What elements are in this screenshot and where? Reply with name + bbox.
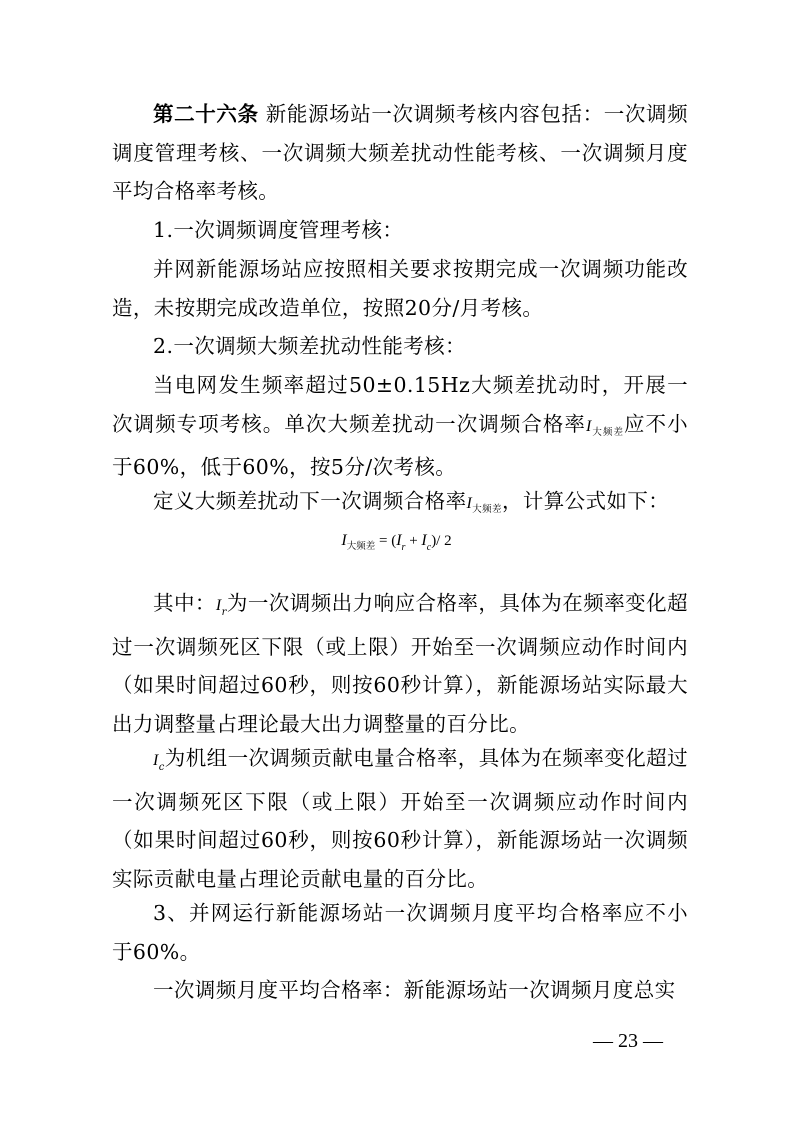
ic-paragraph — [112, 739, 688, 899]
ir-before: 其中： — [153, 591, 216, 615]
item2-title: 2.一次调频大频差扰动性能考核： — [153, 334, 466, 358]
definition-after: ，计算公式如下： — [501, 489, 670, 513]
i-symbol: I — [421, 532, 427, 549]
i-symbol: I — [215, 597, 222, 614]
big-freq-subscript: 大频差 — [591, 426, 624, 438]
item2-body-before: 当电网发生频率超过50±0.15Hz大频差扰动时，开展一次调频专项考核。单次大频差扰动一次调频合格率 — [112, 373, 688, 436]
definition-paragraph — [112, 482, 688, 526]
ir-paragraph — [112, 584, 688, 744]
article-heading: 第二十六条 — [153, 102, 259, 126]
ic-after: 为机组一次调频贡献电量合格率，具体为在频率变化超过一次调频死区下限（或上限）开始至一次调频应动作时间内（如果时间超过60秒，则按60秒计算），新能源场站一次调频实际贡献电量占理论贡献电量的百分比。 — [112, 746, 688, 892]
item3-paragraph: 3、并网运行新能源场站一次调频月度平均合格率应不小于60%。 — [112, 901, 688, 964]
article-text: 新能源场站一次调频考核内容包括：一次调频调度管理考核、一次调频大频差扰动性能考核、一次调频月度平均合格率考核。 — [112, 102, 689, 204]
item1-body: 并网新能源场站应按照相关要求按期完成一次调频功能改造，未按期完成改造单位，按照20分/月考核。 — [112, 257, 688, 320]
formula-plus: + — [405, 533, 422, 549]
i-symbol: I — [585, 417, 592, 435]
item2-body-after: 应不小于60%，低于60%，按5分/次考核。 — [112, 411, 688, 480]
c-subscript: c — [158, 762, 165, 773]
i-symbol: I — [396, 532, 402, 549]
item1-title: 1.一次调频调度管理考核： — [153, 218, 404, 242]
page-number: — 23 — — [593, 1030, 663, 1052]
item2-body — [112, 366, 688, 487]
definition-before: 定义大频差扰动下一次调频合格率 — [153, 489, 467, 513]
i-symbol: I — [341, 532, 347, 549]
big-freq-subscript: 大频差 — [472, 504, 502, 515]
big-freq-subscript: 大频差 — [346, 542, 376, 552]
formula-tail: )/ 2 — [431, 533, 452, 549]
c-subscript: c — [426, 542, 432, 553]
ir-after: 为一次调频出力响应合格率，具体为在频率变化超过一次调频死区下限（或上限）开始至一次调频应动作时间内（如果时间超过60秒，则按60秒计算），新能源场站实际最大出力调整量占理论最大出力调整量的百分比。 — [112, 591, 688, 737]
last-paragraph: 一次调频月度平均合格率：新能源场站一次调频月度总实 — [153, 978, 676, 1002]
i-symbol: I — [466, 495, 473, 512]
formula-eq: = ( — [375, 533, 397, 549]
formula — [0, 532, 793, 553]
r-subscript: r — [401, 542, 406, 553]
i-symbol: I — [153, 752, 159, 769]
article-26-paragraph — [112, 95, 688, 211]
r-subscript: r — [221, 607, 227, 618]
